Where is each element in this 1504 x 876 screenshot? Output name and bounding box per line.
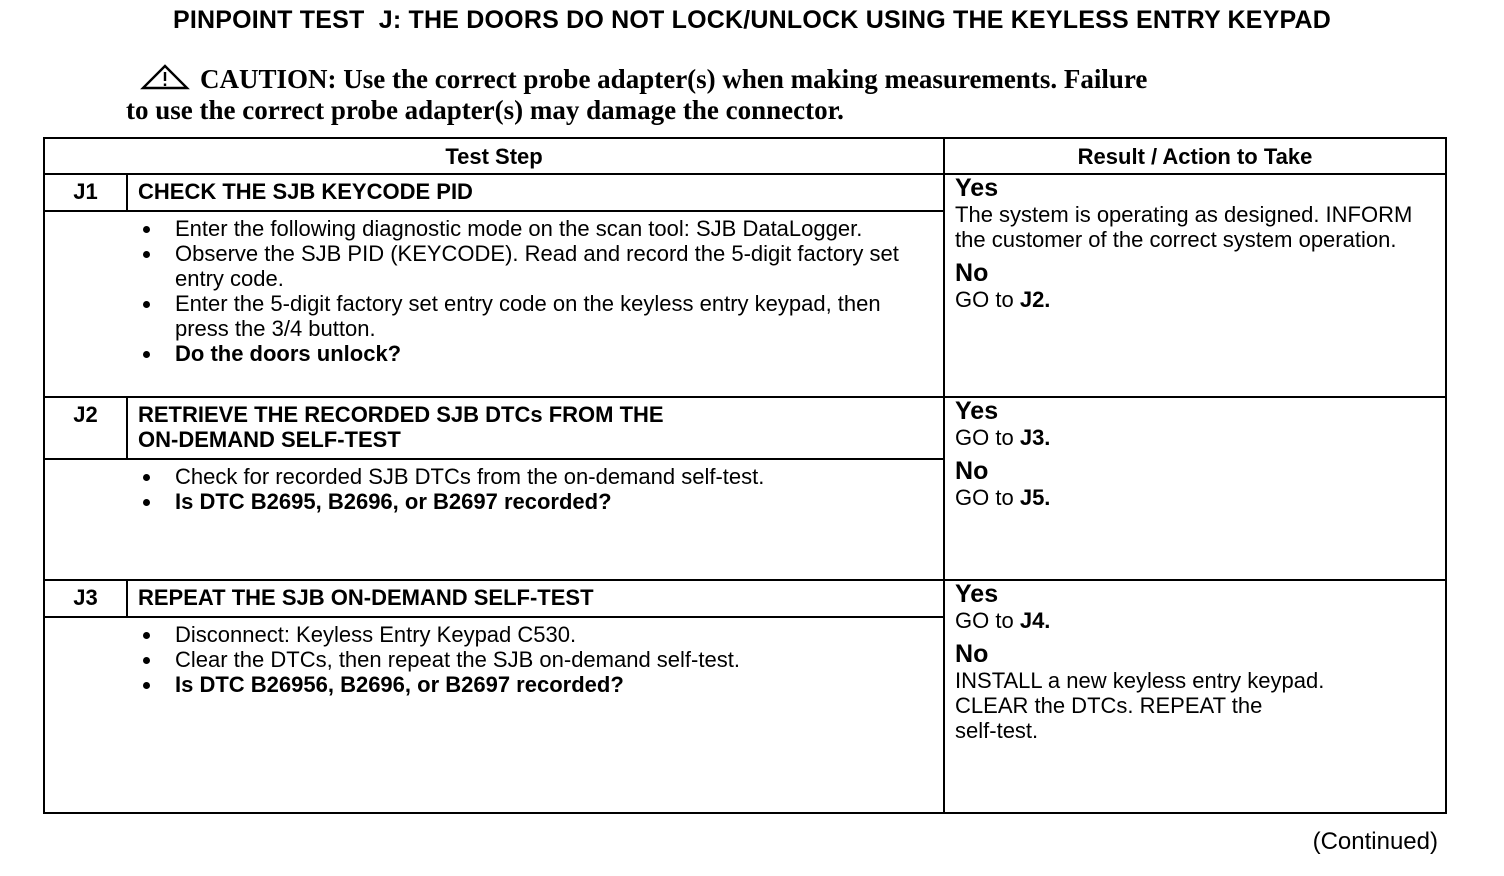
result-no-label: No (955, 640, 989, 668)
result-cell-j2 (944, 397, 1446, 580)
result-no-text (955, 668, 1435, 743)
step-question: Is DTC B2695, B2696, or B2697 recorded? (137, 489, 933, 514)
result-no-text (955, 485, 1435, 510)
result-yes-text (955, 608, 1435, 633)
continued-note: (Continued) (1312, 828, 1438, 855)
warning-triangle-icon (140, 64, 190, 90)
step-id-j2: J2 (44, 397, 127, 459)
list-item: Enter the 5-digit factory set entry code on the keyless entry keypad, then press the 3/4 button. (137, 291, 933, 341)
result-yes-text: The system is operating as designed. INFORM the customer of the correct system operation. (955, 202, 1413, 252)
go-to-text: GO to (955, 425, 1014, 450)
header-test-step: Test Step (44, 138, 944, 174)
go-to-target: J4. (1019, 608, 1051, 633)
caution-label: CAUTION: (200, 64, 337, 94)
result-cell-j3 (944, 580, 1446, 813)
step-blank-j1 (44, 211, 127, 397)
go-to-text: GO to (955, 608, 1014, 633)
result-yes-label: Yes (955, 174, 999, 202)
header-result-action: Result / Action to Take (944, 138, 1446, 174)
step-title-j2 (127, 397, 944, 459)
list-item: Clear the DTCs, then repeat the SJB on-demand self-test. (137, 647, 933, 672)
caution-text-line2: to use the correct probe adapter(s) may damage the connector. (126, 95, 844, 125)
result-no-label: No (955, 457, 989, 485)
step-title-j1: CHECK THE SJB KEYCODE PID (127, 174, 944, 211)
step-title-line: RETRIEVE THE RECORDED SJB DTCs FROM THE (138, 402, 664, 427)
step-body-j1 (127, 211, 944, 397)
step-id-j1: J1 (44, 174, 127, 211)
list-item: Observe the SJB PID (KEYCODE). Read and record the 5-digit factory set entry code. (137, 241, 933, 291)
list-item: Check for recorded SJB DTCs from the on-demand self-test. (137, 464, 933, 489)
step-body-j2 (127, 459, 944, 580)
result-yes-label: Yes (955, 397, 999, 425)
go-to-text: GO to (955, 287, 1014, 312)
result-cell-j1 (944, 174, 1446, 397)
go-to-target: J3. (1019, 425, 1051, 450)
step-blank-j2 (44, 459, 127, 580)
result-yes-text (955, 425, 1435, 450)
result-yes-label: Yes (955, 580, 999, 608)
go-to-target: J2. (1019, 287, 1051, 312)
result-no-line: CLEAR the DTCs. REPEAT the (955, 693, 1263, 718)
step-id-j3: J3 (44, 580, 127, 617)
result-no-label: No (955, 259, 989, 287)
go-to-text: GO to (955, 485, 1014, 510)
result-no-line: INSTALL a new keyless entry keypad. (955, 668, 1325, 693)
list-item: Disconnect: Keyless Entry Keypad C530. (137, 622, 933, 647)
go-to-target: J5. (1019, 485, 1051, 510)
step-question: Is DTC B26956, B2696, or B2697 recorded? (137, 672, 933, 697)
step-title-j3: REPEAT THE SJB ON-DEMAND SELF-TEST (127, 580, 944, 617)
caution-text-line1: Use the correct probe adapter(s) when making measurements. Failure (343, 64, 1148, 94)
step-title-line: ON-DEMAND SELF-TEST (138, 427, 401, 452)
step-blank-j3 (44, 617, 127, 813)
caution-notice (126, 64, 1356, 126)
pinpoint-test-table (43, 137, 1447, 814)
list-item: Enter the following diagnostic mode on the scan tool: SJB DataLogger. (137, 216, 933, 241)
page-title: PINPOINT TEST J: THE DOORS DO NOT LOCK/UNLOCK USING THE KEYLESS ENTRY KEYPAD (172, 6, 1332, 34)
step-body-j3 (127, 617, 944, 813)
step-question: Do the doors unlock? (137, 341, 933, 366)
result-no-text (955, 287, 1435, 312)
result-no-line: self-test. (955, 718, 1039, 743)
